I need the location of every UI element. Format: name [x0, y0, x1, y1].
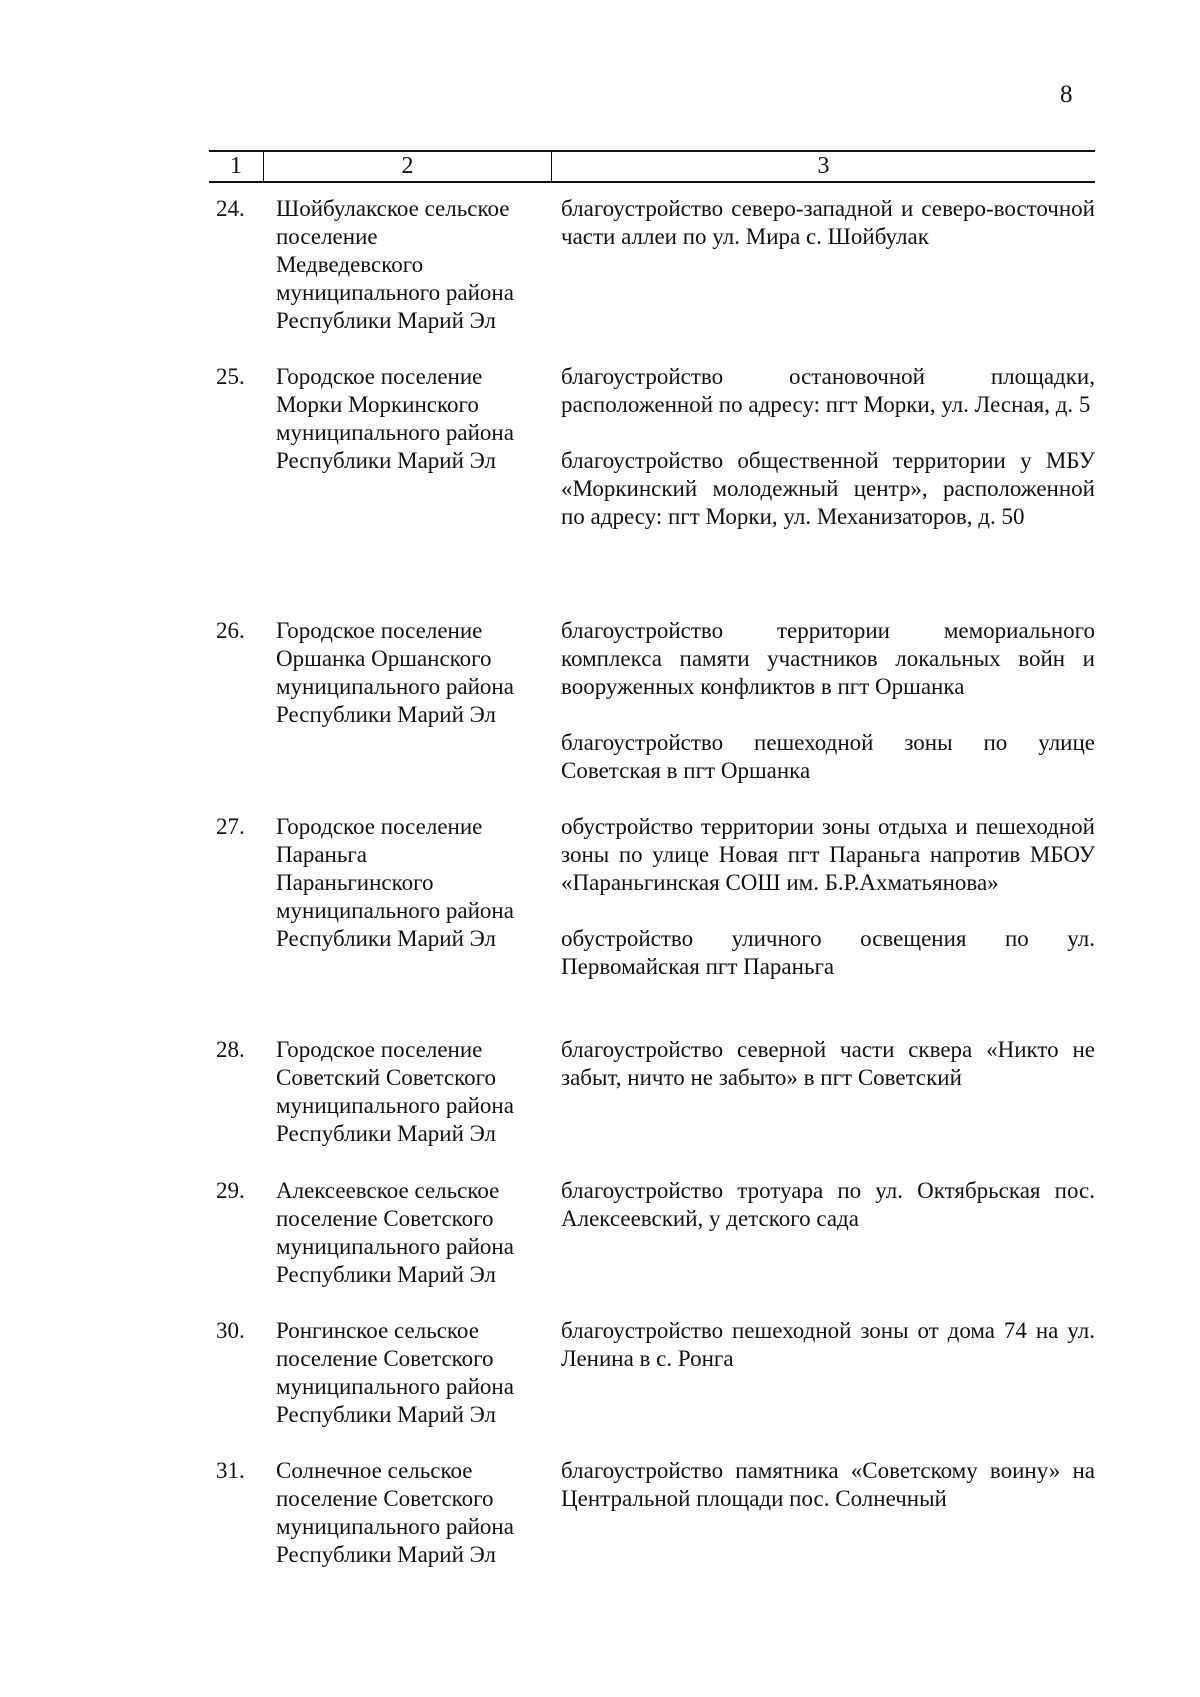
header-col-3: 3	[817, 153, 830, 179]
row-number: 25.	[216, 364, 245, 389]
municipality-name: Городское поселение Параньга Параньгинского муниципального района Республики Марий Эл	[276, 814, 514, 951]
activity-item: благоустройство северо-западной и северо-восточной части аллеи по ул. Мира с. Шойбулак	[561, 196, 1095, 249]
activity-list	[561, 1317, 1095, 1373]
activity-list	[561, 1177, 1095, 1233]
activity-list	[561, 617, 1095, 785]
municipality-name: Шойбулакское сельское поселение Медведевского муниципального района Республики Марий Эл	[276, 196, 514, 333]
activity-item: благоустройство общественной территории у МБУ «Моркинский молодежный центр», расположенной по адресу: пгт Морки, ул. Механизаторов, д. 50	[561, 448, 1095, 529]
activity-list	[561, 363, 1095, 531]
municipality-name: Солнечное сельское поселение Советского муниципального района Республики Марий Эл	[276, 1458, 514, 1567]
row-number: 29.	[216, 1178, 245, 1203]
page-number: 8	[1060, 81, 1073, 108]
row-number: 26.	[216, 618, 245, 643]
header-col-2: 2	[264, 152, 552, 181]
header-col-1: 1	[209, 152, 264, 181]
municipality-name: Алексеевское сельское поселение Советского муниципального района Республики Марий Эл	[276, 1178, 514, 1287]
table-header	[209, 150, 1095, 183]
activity-item: благоустройство тротуара по ул. Октябрьская пос. Алексеевский, у детского сада	[561, 1178, 1095, 1231]
municipality-name: Городское поселение Советский Советского муниципального района Республики Марий Эл	[276, 1037, 514, 1146]
row-number: 28.	[216, 1037, 245, 1062]
activity-item: благоустройство памятника «Советскому воину» на Центральной площади пос. Солнечный	[561, 1458, 1095, 1511]
municipality-name: Городское поселение Оршанка Оршанского муниципального района Республики Марий Эл	[276, 618, 514, 727]
activity-list	[561, 195, 1095, 251]
activity-item: благоустройство пешеходной зоны от дома 74 на ул. Ленина в с. Ронга	[561, 1318, 1095, 1371]
activity-list	[561, 1457, 1095, 1513]
municipality-name: Ронгинское сельское поселение Советского муниципального района Республики Марий Эл	[276, 1318, 514, 1427]
row-number: 27.	[216, 814, 245, 839]
activity-item: благоустройство территории мемориального комплекса памяти участников локальных войн и вооруженных конфликтов в пгт Оршанка	[561, 618, 1095, 699]
row-number: 31.	[216, 1458, 245, 1483]
activity-list	[561, 1036, 1095, 1092]
row-number: 24.	[216, 196, 245, 221]
activity-item: благоустройство пешеходной зоны по улице Советская в пгт Оршанка	[561, 730, 1095, 783]
activity-list	[561, 813, 1095, 981]
activity-item: благоустройство остановочной площадки, расположенной по адресу: пгт Морки, ул. Лесная, д. 5	[561, 364, 1095, 417]
activity-item: благоустройство северной части сквера «Никто не забыт, ничто не забыто» в пгт Советский	[561, 1037, 1095, 1090]
municipality-name: Городское поселение Морки Моркинского муниципального района Республики Марий Эл	[276, 364, 514, 473]
row-number: 30.	[216, 1318, 245, 1343]
activity-item: обустройство уличного освещения по ул. Первомайская пгт Параньга	[561, 926, 1095, 979]
activity-item: обустройство территории зоны отдыха и пешеходной зоны по улице Новая пгт Параньга напротив МБОУ «Параньгинская СОШ им. Б.Р.Ахматьянова»	[561, 814, 1095, 895]
